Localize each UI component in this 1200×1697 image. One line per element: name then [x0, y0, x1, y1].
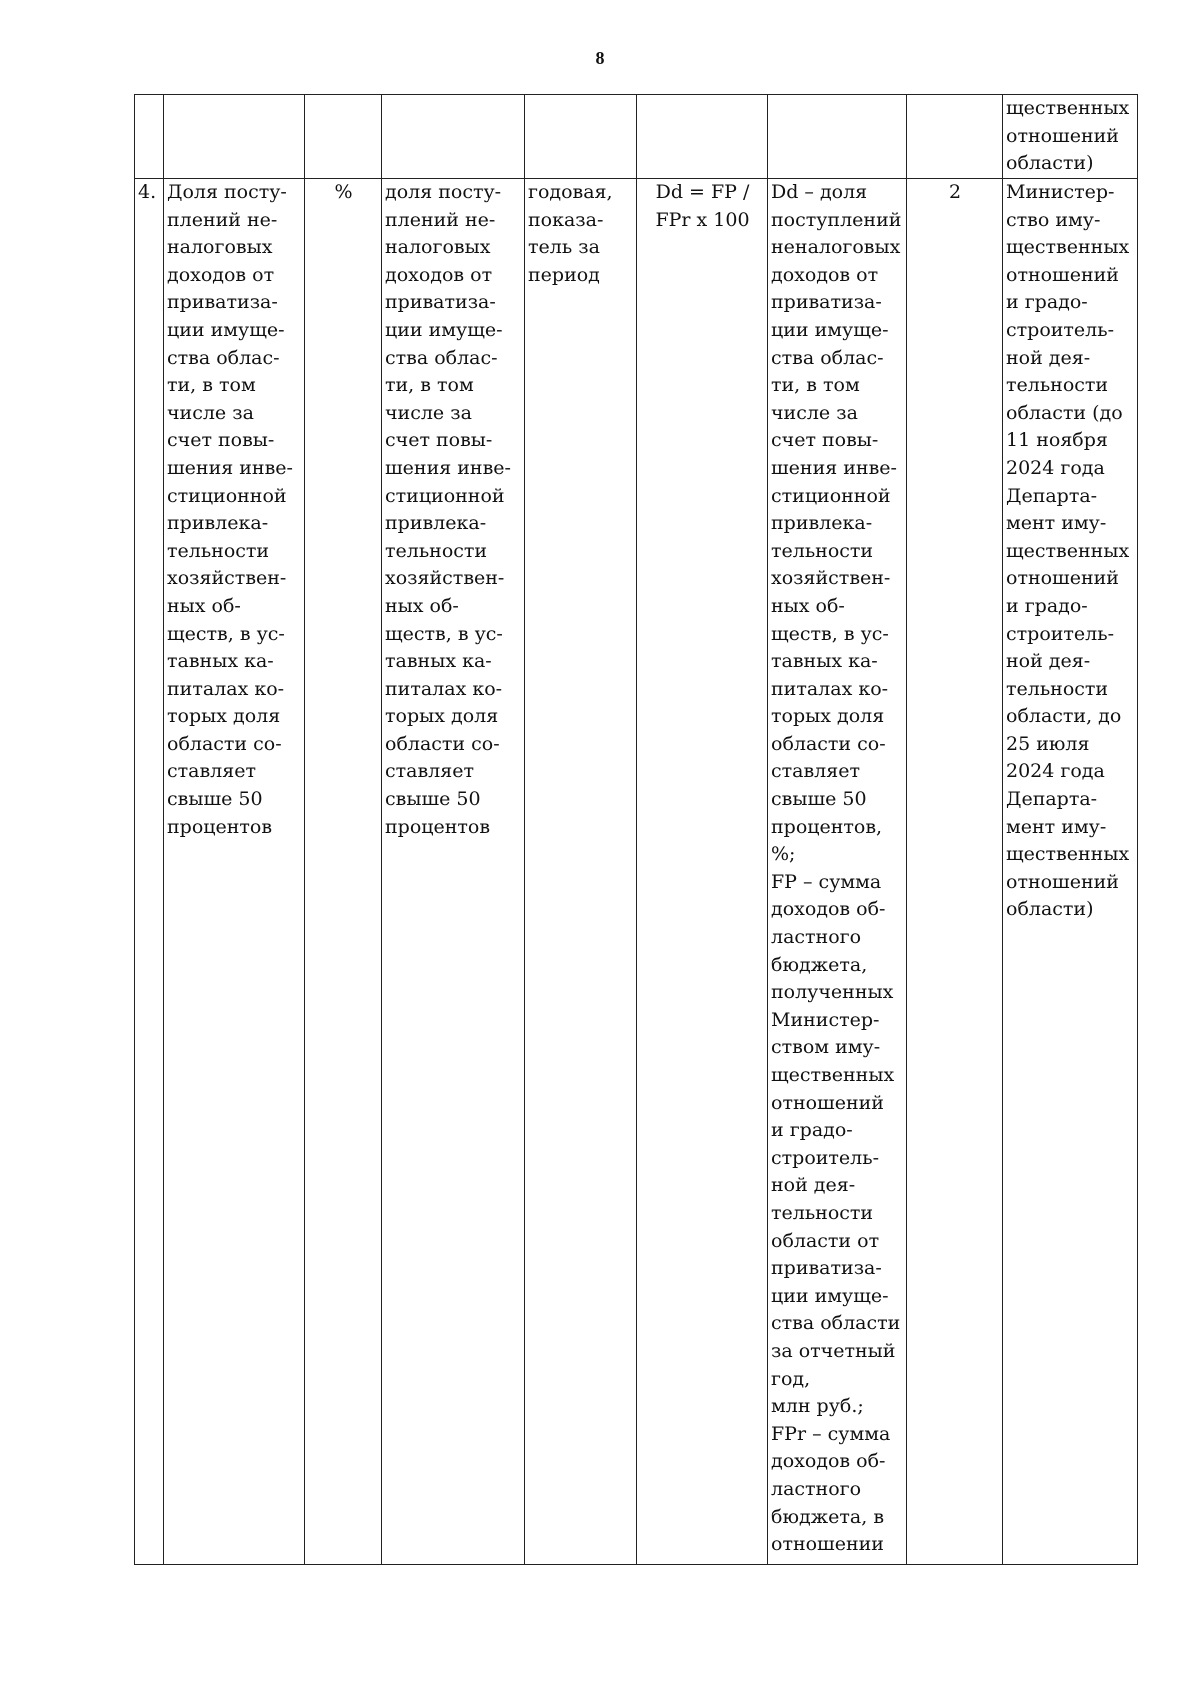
text-line: отношений: [1006, 870, 1119, 893]
text-line: неналоговых: [771, 236, 901, 259]
cell-unit: %: [305, 179, 382, 1565]
text-line: торых доля: [167, 705, 281, 728]
text-line: щественных: [771, 1064, 895, 1086]
cell-formula: [637, 179, 768, 1565]
text-line: годовая,: [528, 181, 613, 203]
indicators-table: [134, 94, 1138, 1565]
text-line: полученных: [771, 981, 894, 1004]
text-line: свыше 50: [771, 788, 867, 811]
text-line: Dd – доля: [771, 181, 868, 203]
text-line: шения инве-: [385, 456, 511, 479]
text-line: области): [1006, 898, 1094, 921]
text-line: приватиза-: [385, 291, 496, 314]
text-line: ставляет: [167, 760, 256, 783]
text-line: щественных: [1006, 843, 1130, 866]
text-line: счет повы-: [771, 429, 879, 452]
page-number: 8: [595, 48, 605, 68]
text-line: за отчетный: [771, 1339, 896, 1362]
text-line: свыше 50: [385, 788, 481, 811]
text-line: ной дея-: [771, 1174, 856, 1197]
text-line: тавных ка-: [167, 650, 274, 673]
text-line: ществ, в ус-: [167, 622, 285, 645]
text-line: ставляет: [771, 760, 860, 783]
text-line: счет повы-: [167, 429, 275, 452]
text-line: Министер-: [771, 1008, 880, 1031]
text-line: числе за: [167, 401, 254, 424]
text-line: отношений: [1006, 124, 1119, 147]
text-line: налоговых: [385, 236, 491, 259]
text-line: плений не-: [385, 208, 496, 231]
text-line: ных об-: [771, 594, 845, 617]
text-line: доходов от: [771, 263, 879, 286]
cell-method: 2: [907, 179, 1003, 1565]
text-line: питалах ко-: [385, 677, 503, 700]
text-line: привлека-: [771, 512, 873, 535]
text-line: год,: [771, 1367, 811, 1390]
text-line: привлека-: [167, 512, 269, 535]
text-line: 25 июля: [1006, 732, 1090, 755]
text-line: тельности: [771, 1201, 874, 1224]
text-line: ных об-: [385, 594, 459, 617]
text-line: и градо-: [771, 1119, 853, 1142]
text-line: процентов: [385, 815, 491, 838]
text-line: 2024 года: [1006, 760, 1105, 783]
text-line: щественных: [1006, 97, 1130, 119]
text-line: области (до: [1006, 401, 1123, 424]
text-line: ластного: [771, 1477, 862, 1500]
cell-method-cont: [907, 95, 1003, 179]
cell-periodicity-cont: [525, 95, 637, 179]
cell-indicator-name: [164, 179, 305, 1565]
text-line: FPr x 100: [655, 208, 750, 231]
responsible-text: [1006, 179, 1135, 924]
text-line: ществ, в ус-: [385, 622, 503, 645]
text-line: ной дея-: [1006, 346, 1091, 369]
text-line: тельности: [1006, 677, 1109, 700]
text-line: ции имуще-: [771, 318, 889, 341]
text-line: процентов: [167, 815, 273, 838]
text-line: ти, в том: [385, 374, 474, 397]
text-line: области, до: [1006, 705, 1122, 728]
text-line: торых доля: [771, 705, 885, 728]
text-line: поступлений: [771, 208, 902, 231]
text-line: тельности: [167, 539, 270, 562]
cell-responsible-cont: [1003, 95, 1138, 179]
text-line: 2024 года: [1006, 456, 1105, 479]
text-line: Департа-: [1006, 484, 1098, 507]
text-line: числе за: [385, 401, 472, 424]
variables-text: [771, 179, 904, 1559]
text-line: строитель-: [771, 1146, 880, 1169]
text-line: показа-: [528, 208, 604, 231]
text-line: ства области: [771, 1312, 901, 1335]
text-line: и градо-: [1006, 594, 1088, 617]
text-line: ства облас-: [771, 346, 884, 369]
text-line: Dd = FP /: [655, 181, 750, 203]
text-line: мент иму-: [1006, 815, 1107, 838]
text-line: налоговых: [167, 236, 273, 259]
text-line: и градо-: [1006, 291, 1088, 314]
text-line: процентов,: [771, 815, 883, 838]
text-line: 11 ноября: [1006, 429, 1108, 452]
text-line: приватиза-: [771, 1257, 882, 1280]
text-line: области от: [771, 1229, 880, 1252]
indicator-name-text: [167, 179, 302, 841]
text-line: питалах ко-: [771, 677, 889, 700]
text-line: приватиза-: [771, 291, 882, 314]
text-line: доходов от: [167, 263, 275, 286]
text-line: области со-: [167, 732, 282, 755]
text-line: щественных: [1006, 539, 1130, 562]
text-line: свыше 50: [167, 788, 263, 811]
text-line: ство иму-: [1006, 208, 1101, 231]
text-line: шения инве-: [167, 456, 293, 479]
text-line: хозяйствен-: [385, 567, 505, 590]
cell-variables-cont: [768, 95, 907, 179]
text-line: числе за: [771, 401, 858, 424]
cell-unit-cont: [305, 95, 382, 179]
cell-responsible: [1003, 179, 1138, 1565]
definition-text: [385, 179, 522, 841]
text-line: ществ, в ус-: [771, 622, 889, 645]
text-line: ства облас-: [385, 346, 498, 369]
text-line: отношении: [771, 1533, 884, 1556]
cell-definition: [382, 179, 525, 1565]
text-line: отношений: [1006, 263, 1119, 286]
cell-variables: [768, 179, 907, 1565]
text-line: счет повы-: [385, 429, 493, 452]
cell-periodicity: [525, 179, 637, 1565]
text-line: ных об-: [167, 594, 241, 617]
text-line: Доля посту-: [167, 181, 287, 203]
periodicity-text: [528, 179, 634, 289]
text-line: хозяйствен-: [771, 567, 891, 590]
text-line: строитель-: [1006, 318, 1115, 341]
cell-formula-cont: [637, 95, 768, 179]
text-line: ства облас-: [167, 346, 280, 369]
text-line: FP – сумма: [771, 870, 882, 893]
text-line: доля посту-: [385, 181, 502, 203]
text-line: Министер-: [1006, 181, 1115, 203]
text-line: период: [528, 263, 600, 286]
text-line: щественных: [1006, 236, 1130, 259]
text-line: ством иму-: [771, 1036, 881, 1059]
text-line: ции имуще-: [385, 318, 503, 341]
text-line: FPr – сумма: [771, 1422, 891, 1445]
text-line: доходов об-: [771, 1450, 886, 1473]
text-line: ции имуще-: [167, 318, 285, 341]
cell-definition-cont: [382, 95, 525, 179]
text-line: питалах ко-: [167, 677, 285, 700]
table-row: [135, 179, 1138, 1565]
text-line: млн руб.;: [771, 1395, 864, 1418]
text-line: ластного: [771, 926, 862, 949]
text-line: ти, в том: [167, 374, 256, 397]
text-line: тавных ка-: [771, 650, 878, 673]
text-line: тельности: [1006, 374, 1109, 397]
text-line: области со-: [771, 732, 886, 755]
text-line: доходов об-: [771, 898, 886, 921]
text-line: бюджета, в: [771, 1505, 885, 1528]
text-line: строитель-: [1006, 622, 1115, 645]
text-line: ции имуще-: [771, 1284, 889, 1307]
text-line: ти, в том: [771, 374, 860, 397]
text-line: области со-: [385, 732, 500, 755]
text-line: плений не-: [167, 208, 278, 231]
text-line: отношений: [1006, 567, 1119, 590]
text-line: области): [1006, 152, 1094, 175]
cell-row-number: 4.: [135, 179, 164, 1565]
text-line: хозяйствен-: [167, 567, 287, 590]
text-line: %;: [771, 843, 796, 866]
cell-num-cont: [135, 95, 164, 179]
text-line: тель за: [528, 236, 600, 259]
text-line: тавных ка-: [385, 650, 492, 673]
text-line: Департа-: [1006, 788, 1098, 811]
text-line: привлека-: [385, 512, 487, 535]
text-line: доходов от: [385, 263, 493, 286]
cell-name-cont: [164, 95, 305, 179]
formula-text: [640, 179, 765, 234]
text-line: приватиза-: [167, 291, 278, 314]
text-line: торых доля: [385, 705, 499, 728]
text-line: мент иму-: [1006, 512, 1107, 535]
text-line: тельности: [771, 539, 874, 562]
text-line: шения инве-: [771, 456, 897, 479]
text-line: стиционной: [771, 484, 891, 507]
text-line: ной дея-: [1006, 650, 1091, 673]
text-line: тельности: [385, 539, 488, 562]
text-line: стиционной: [167, 484, 287, 507]
table-row-continuation: [135, 95, 1138, 179]
responsible-tail-text: [1006, 95, 1135, 178]
text-line: бюджета,: [771, 953, 868, 976]
text-line: отношений: [771, 1091, 884, 1114]
text-line: стиционной: [385, 484, 505, 507]
text-line: ставляет: [385, 760, 474, 783]
